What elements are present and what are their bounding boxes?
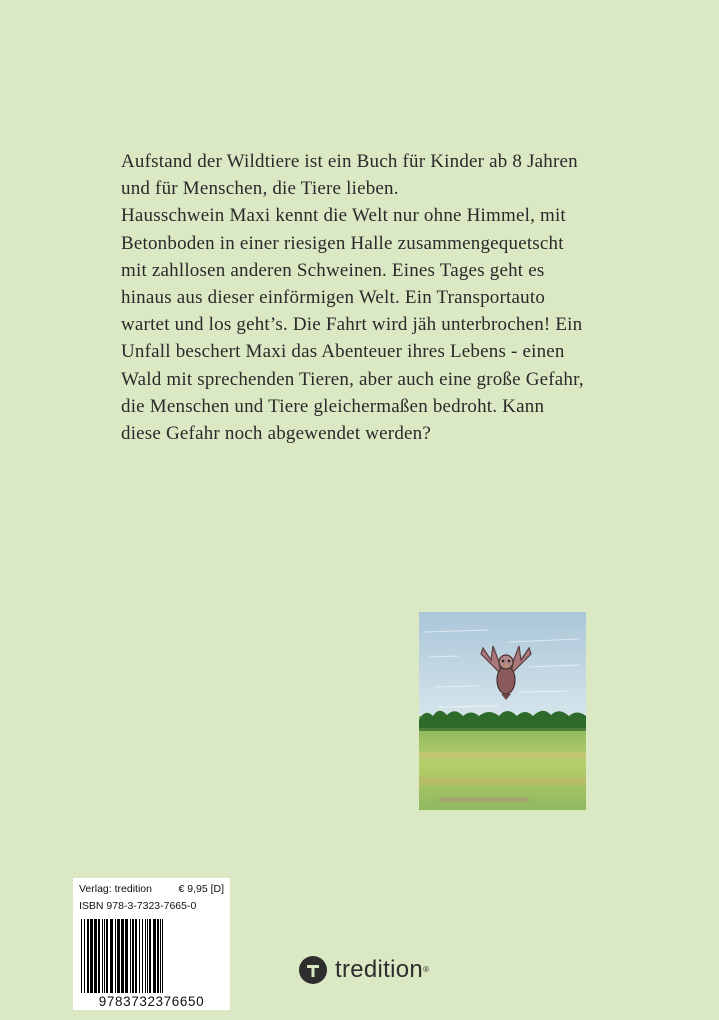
barcode-bar [135,919,137,993]
barcode-bar [115,919,116,993]
barcode-bar [130,919,131,993]
barcode-bar [142,919,143,993]
blurb-line: Hausschwein Maxi kennt die Welt nur ohne Himmel, mit [121,205,566,227]
barcode-bar [104,919,105,993]
barcode-bar [153,919,156,993]
publisher-price-row [79,883,224,896]
blurb-line: Betonboden in einer riesigen Halle zusammengequetscht [121,232,564,254]
barcode-bar [106,919,108,993]
isbn-number: ISBN 978-3-7323-7665-0 [79,900,197,912]
barcode-number: 9783732376650 [98,994,205,1009]
bird-over-meadow-illustration [419,612,586,810]
blurb-line: die Menschen und Tiere gleichermaßen bedroht. Kann [121,395,545,417]
blurb-line: hinaus aus dieser einförmigen Welt. Ein Transportauto [121,287,546,309]
tredition-logo-icon [299,956,327,984]
blurb-line: und für Menschen, die Tiere lieben. [121,178,399,200]
blurb-line: Wald mit sprechenden Tieren, aber auch eine große Gefahr, [121,368,584,390]
barcode-bar [117,919,120,993]
publisher-name: tredition [335,956,424,983]
barcode-bar [94,919,97,993]
publisher-label: Verlag: tredition [79,883,152,895]
isbn-price-box [73,878,230,1010]
barcode-bar [87,919,89,993]
barcode-bar [98,919,100,993]
barcode-bar [125,919,128,993]
barcode-bar [102,919,103,993]
blurb-line: Unfall beschert Maxi das Abenteuer ihres Lebens - einen [121,341,565,363]
publisher-logo [299,956,429,984]
barcode-bar [110,919,113,993]
barcode-bar [162,919,163,993]
barcode-bar [149,919,151,993]
barcode-bar [90,919,93,993]
tree-line [419,711,586,730]
blurb-line: wartet und los geht’s. Die Fahrt wird jäh unterbrochen! Ein [121,314,583,336]
blurb-line: Aufstand der Wildtiere ist ein Buch für Kinder ab 8 Jahren [121,151,578,172]
blurb-line: mit zahllosen anderen Schweinen. Eines Tages geht es [121,259,545,281]
barcode-bar [132,919,134,993]
barcode-bar [84,919,85,993]
registered-mark: ® [423,964,429,974]
barcode-bar [121,919,124,993]
barcode-bar [145,919,146,993]
barcode-bar [157,919,159,993]
barcode-bar [160,919,161,993]
barcode [79,919,224,993]
blurb-line: diese Gefahr noch abgewendet werden? [121,423,431,445]
back-cover-blurb [121,148,661,447]
barcode-bar [147,919,148,993]
barcode-bar [81,919,82,993]
barcode-bar [139,919,140,993]
price: € 9,95 [D] [178,883,224,895]
